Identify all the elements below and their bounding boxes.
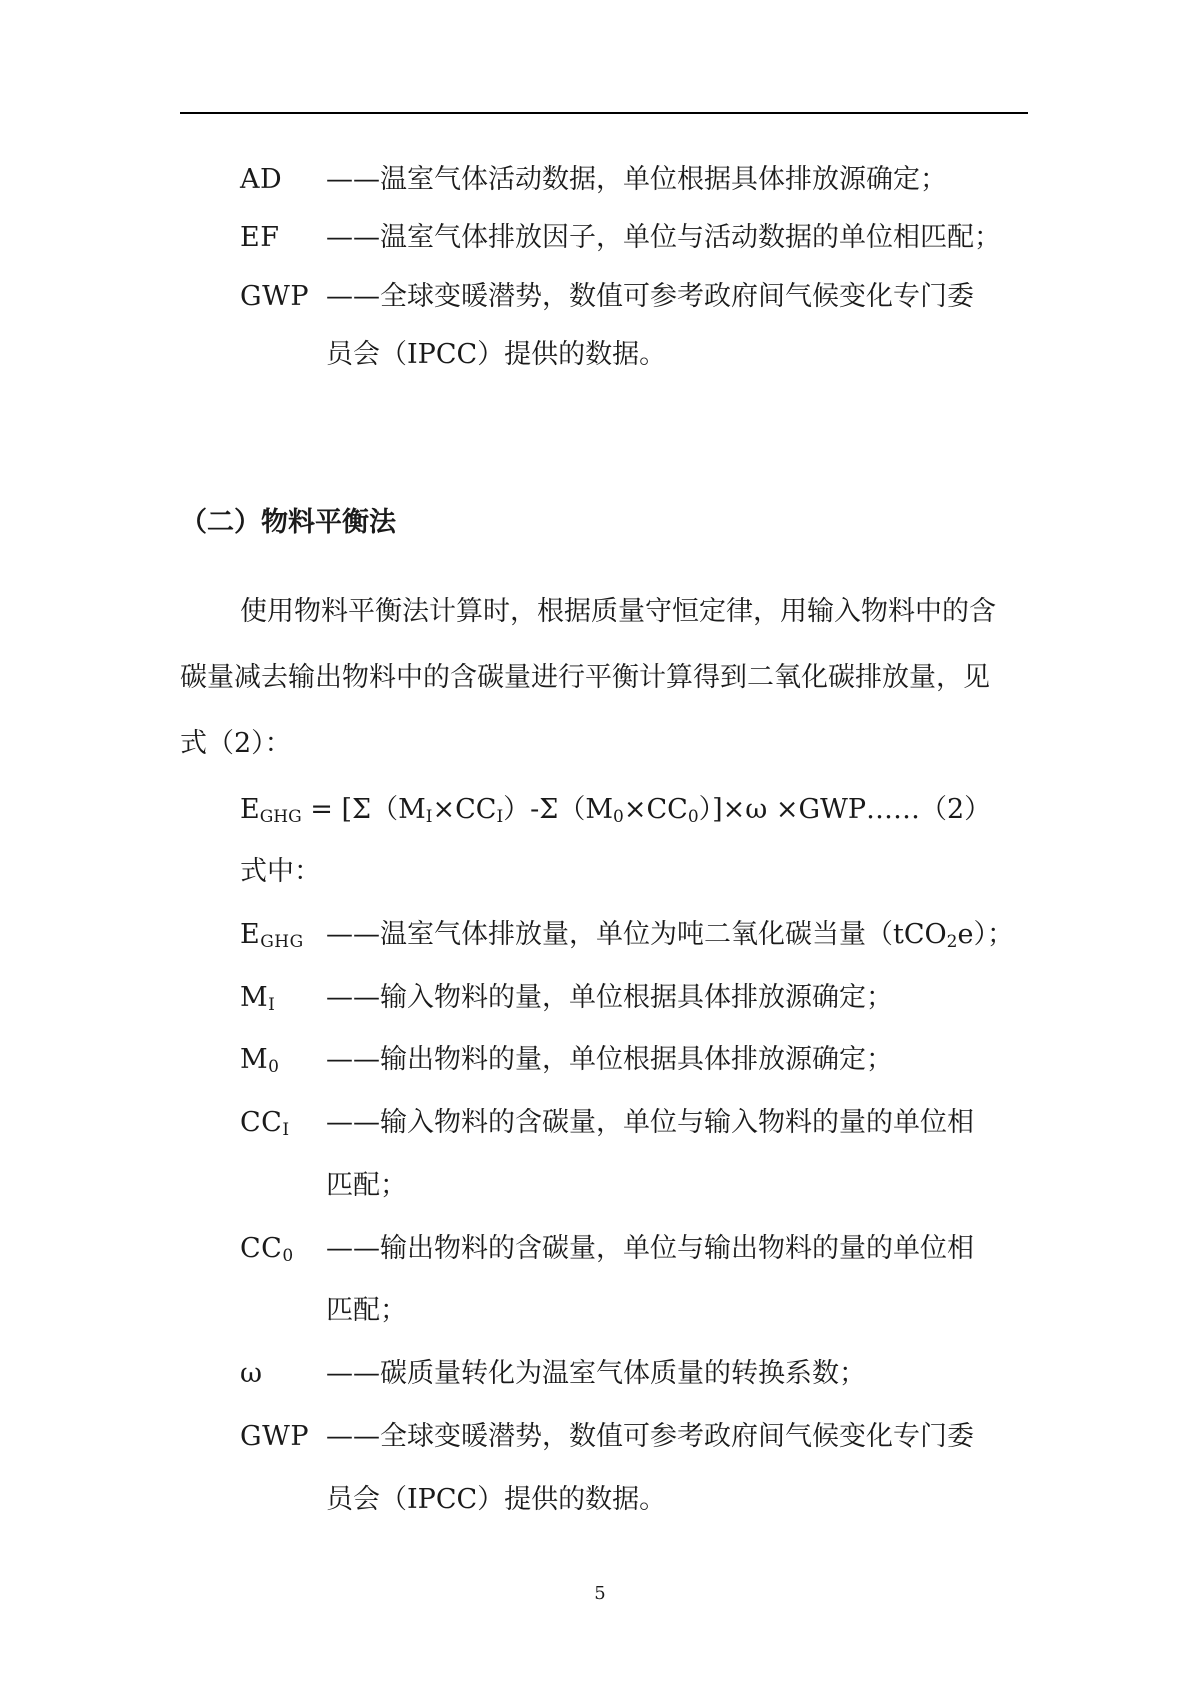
def-description: ——温室气体活动数据，单位根据具体排放源确定； [326,164,947,195]
paragraph-text: 碳量减去输出物料中的含碳量进行平衡计算得到二氧化碳排放量，见 [180,662,990,693]
def-symbol: GWP [240,281,309,312]
formula-sub: 0 [613,807,624,827]
def-continuation: 匹配； [326,1295,407,1326]
def-symbol: $M_I$ [240,982,276,1015]
def-symbol: GWP [240,1421,309,1452]
formula-sub: I [496,807,504,827]
def-description: ——温室气体排放因子，单位与活动数据的单位相匹配； [326,222,1001,253]
def-continuation: 员会（IPCC）提供的数据。 [326,339,667,370]
def-symbol: EF [240,222,280,253]
def-symbol: $M_0$ [240,1044,280,1077]
formula-sub: I [425,807,433,827]
page-number: 5 [594,1583,606,1604]
formula-sub: 0 [687,807,699,827]
formula-text [240,792,991,828]
formula-sub: GHG [259,807,302,827]
def-symbol: $CC_I$ [240,1107,290,1140]
formula-part: ）-Σ（M [503,794,614,825]
def-symbol: AD [240,164,283,195]
def-symbol: $CC_0$ [240,1233,294,1266]
header-rule [180,112,1028,114]
def-description: ——输出物料的含碳量，单位与输出物料的量的单位相 [326,1233,974,1264]
def-continuation: 匹配； [326,1170,407,1201]
paragraph-text: 使用物料平衡法计算时，根据质量守恒定律，用输入物料中的含 [240,596,996,627]
def-description: ——温室气体排放量，单位为吨二氧化碳当量（tCO$_2$e）； [326,919,1014,952]
def-description: ——输出物料的量，单位根据具体排放源确定； [326,1044,893,1075]
formula-lhs: E [240,794,260,825]
def-description: ——碳质量转化为温室气体质量的转换系数； [326,1358,866,1389]
where-label: 式中： [240,856,321,887]
def-description: ——输入物料的含碳量，单位与输入物料的量的单位相 [326,1107,974,1138]
def-description: ——输入物料的量，单位根据具体排放源确定； [326,982,893,1013]
def-symbol: $E_{GHG}$ [240,919,304,952]
formula-part: ×CC [623,794,688,825]
formula-part: = [Σ（M [301,794,426,825]
section-heading: （二）物料平衡法 [180,507,396,538]
formula-part: ）]×ω ×GWP……（2） [698,794,992,825]
paragraph-text: 式（2）： [180,728,292,759]
def-description: ——全球变暖潜势，数值可参考政府间气候变化专门委 [326,281,974,312]
formula-part: ×CC [432,794,497,825]
def-description: ——全球变暖潜势，数值可参考政府间气候变化专门委 [326,1421,974,1452]
def-continuation: 员会（IPCC）提供的数据。 [326,1484,667,1515]
def-symbol: ω [240,1358,263,1389]
